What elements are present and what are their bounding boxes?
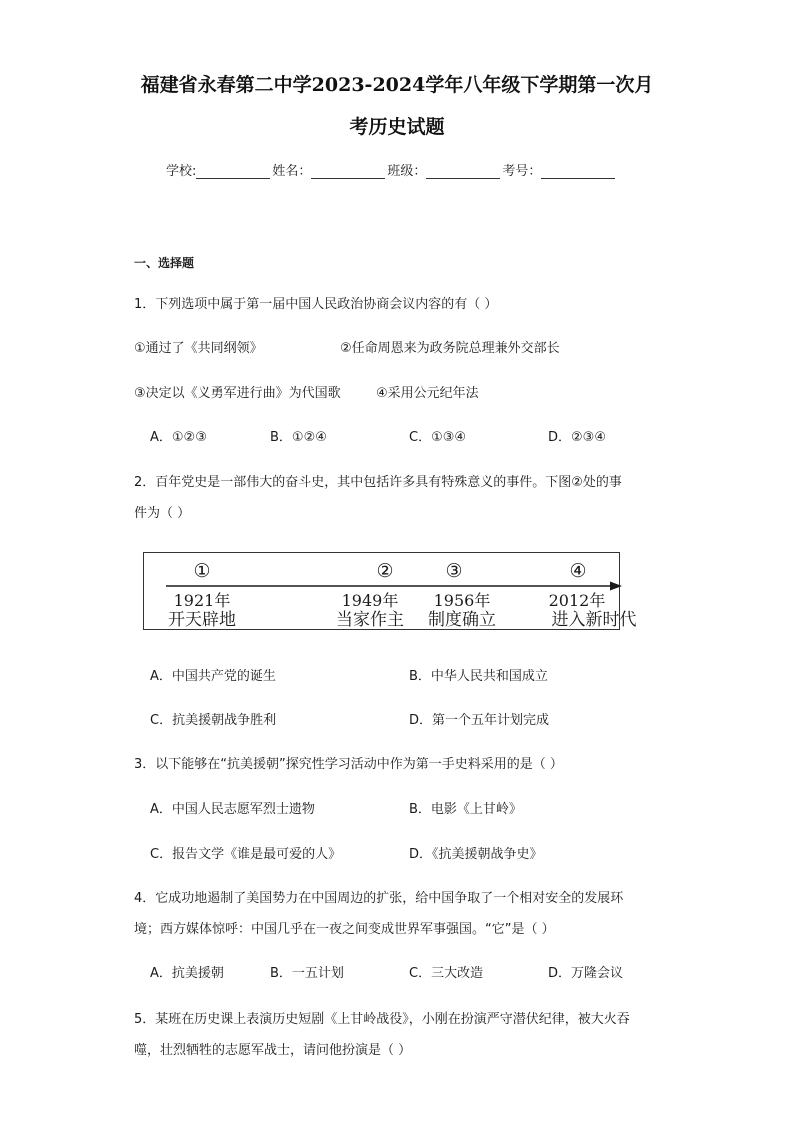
question-2-stem-line1: 2．百年党史是一部伟大的奋斗史，其中包括许多具有特殊意义的事件。下图②处的事	[134, 475, 622, 490]
timeline-year-4: 2012年	[548, 591, 606, 610]
student-info-row	[166, 160, 617, 179]
question-4-option-b[interactable]: B．一五计划	[270, 966, 344, 981]
question-2-option-b[interactable]: B．中华人民共和国成立	[409, 669, 548, 684]
question-2-stem-line2: 件为（ ）	[134, 506, 191, 521]
timeline-year-2: 1949年	[341, 591, 399, 610]
question-1-statement-3: ③决定以《义勇军进行曲》为代国歌	[134, 386, 341, 401]
question-1-option-c[interactable]: C．①③④	[409, 430, 467, 445]
question-4-stem-line2: 境；西方媒体惊呼：中国几乎在一夜之间变成世界军事强国。“它”是（ ）	[134, 922, 555, 937]
question-1-statement-2: ②任命周恩来为政务院总理兼外交部长	[340, 341, 560, 356]
timeline-figure	[143, 552, 637, 630]
question-5-stem-line2: 噬，壮烈牺牲的志愿军战士，请问他扮演是（ ）	[134, 1043, 412, 1058]
question-5-stem-line1: 5．某班在历史课上表演历史短剧《上甘岭战役》，小刚在扮演严守潜伏纪律，被大火吞	[134, 1012, 630, 1027]
question-1-option-d[interactable]: D．②③④	[548, 430, 606, 445]
section-title: 一、选择题	[134, 256, 195, 270]
question-4-option-c[interactable]: C．三大改造	[409, 966, 484, 981]
question-1-statement-1: ①通过了《共同纲领》	[134, 341, 263, 356]
question-3-option-b[interactable]: B．电影《上甘岭》	[409, 802, 522, 817]
question-1-stem: 1．下列选项中属于第一届中国人民政治协商会议内容的有（ ）	[134, 297, 498, 312]
timeline-caption-3: 制度确立	[428, 610, 496, 630]
timeline-marker-4: ④	[569, 560, 587, 582]
number-blank[interactable]	[541, 164, 615, 179]
exam-title-line2: 考历史试题	[349, 116, 445, 138]
question-3-option-c[interactable]: C．报告文学《谁是最可爱的人》	[150, 847, 342, 862]
timeline-caption-4: 进入新时代	[551, 610, 637, 630]
class-label: 班级：	[387, 164, 427, 179]
question-2-option-c[interactable]: C．抗美援朝战争胜利	[150, 713, 277, 728]
name-label: 姓名：	[272, 164, 312, 179]
question-1-statement-4: ④采用公元纪年法	[376, 386, 479, 401]
timeline-caption-1: 开天辟地	[168, 610, 236, 630]
question-1-option-b[interactable]: B．①②④	[270, 430, 327, 445]
question-4-option-a[interactable]: A．抗美援朝	[150, 966, 224, 981]
school-blank[interactable]	[196, 164, 270, 179]
class-blank[interactable]	[426, 164, 500, 179]
timeline-marker-3: ③	[445, 560, 463, 582]
question-1-option-a[interactable]: A．①②③	[150, 430, 207, 445]
timeline-caption-2: 当家作主	[336, 610, 404, 630]
school-label: 学校:	[166, 164, 197, 179]
timeline-year-1: 1921年	[173, 591, 231, 610]
timeline-marker-2: ②	[376, 560, 394, 582]
timeline-marker-1: ①	[193, 560, 211, 582]
question-2-option-a[interactable]: A．中国共产党的诞生	[150, 669, 276, 684]
exam-title-line1: 福建省永春第二中学2023-2024学年八年级下学期第一次月	[140, 74, 654, 96]
number-label: 考号：	[502, 164, 542, 179]
name-blank[interactable]	[311, 164, 385, 179]
question-4-stem-line1: 4．它成功地遏制了美国势力在中国周边的扩张，给中国争取了一个相对安全的发展环	[134, 891, 624, 906]
question-3-option-d[interactable]: D．《抗美援朝战争史》	[409, 847, 543, 862]
question-2-option-d[interactable]: D．第一个五年计划完成	[409, 713, 550, 728]
timeline-arrowhead	[610, 582, 622, 591]
question-3-stem: 3．以下能够在“抗美援朝”探究性学习活动中作为第一手史料采用的是（ ）	[134, 757, 563, 772]
question-3-option-a[interactable]: A．中国人民志愿军烈士遗物	[150, 802, 315, 817]
question-4-option-d[interactable]: D．万隆会议	[548, 966, 624, 981]
timeline-svg	[144, 553, 637, 630]
timeline-year-3: 1956年	[433, 591, 491, 610]
